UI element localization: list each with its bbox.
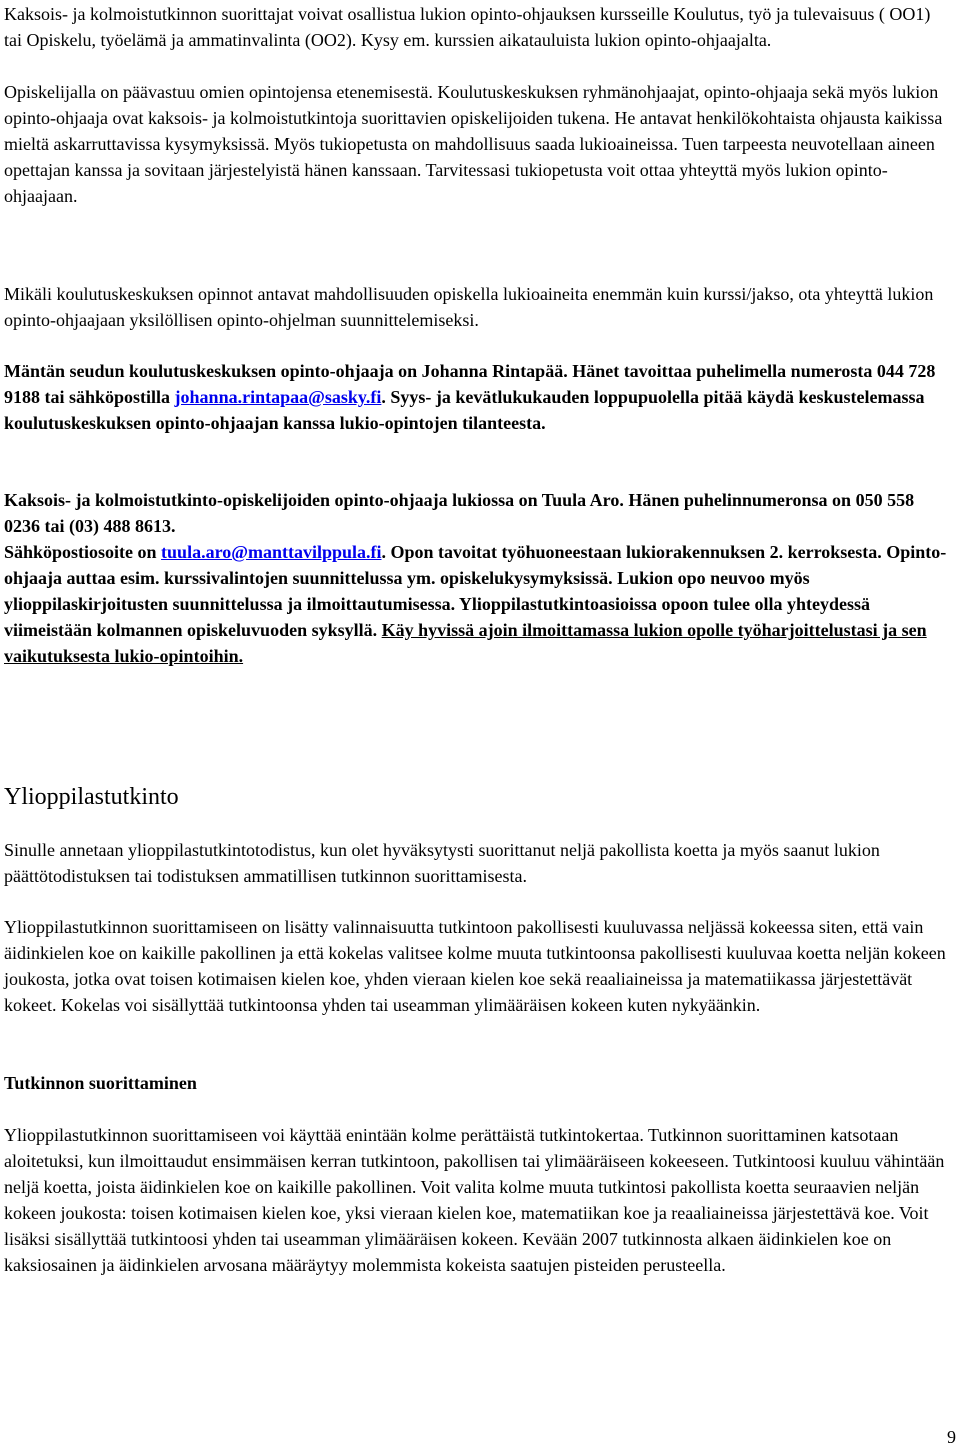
lukio-counsellor-intro: Kaksois- ja kolmoistutkinto-opiskelijoiden opinto-ohjaaja lukiossa on Tuula Aro. Hänen puhelinnumeronsa on 050 558 0236 tai (03) 488 8613.: [4, 490, 915, 536]
paragraph-exam-completion: Ylioppilastutkinnon suorittamiseen voi käyttää enintään kolme perättäistä tutkintokertaa. Tutkinnon suorittaminen katsotaan aloitetuksi, kun ilmoittaudut ensimmäisen kerran tutkintoon, pakollisen tai ylimääräiseen kokeeseen. Tutkintoosi kuuluu vähintään neljä koetta, joista äidinkielen koe on kaikille pakollinen. Voit valita kolme muuta tutkintosi pakollista koetta seuraavien neljän kokeen joukosta: toisen kotimaisen kielen koe, yksi vieraan kielen koe, matematiikan koe ja reaaliaineissa järjestettävä koe. Voit lisäksi sisällyttää tutkintoosi yhden tai useamman ylimääräisen kokeen. Kevään 2007 tutkinnosta alkaen äidinkielen koe on kaksiosainen ja äidinkielen arvosana määräytyy molemmista kokeista saatujen pisteiden perusteella.: [4, 1125, 945, 1275]
centre-counsellor-text-after: . Syys- ja kevätlukukauden loppupuolella pitää käydä keskustelemassa koulutuskeskuksen opinto-ohjaajan kanssa lukio-opintojen tilanteesta.: [4, 387, 925, 433]
internship-notice: Käy hyvissä ajoin ilmoittamassa lukion opolle työharjoittelustasi ja sen vaikutuksesta lukio-opintoihin.: [4, 620, 927, 666]
paragraph-responsibility: Opiskelijalla on päävastuu omien opintojensa etenemisestä. Koulutuskeskuksen ryhmänohjaajat, opinto-ohjaaja sekä myös lukion opinto-ohjaaja ovat kaksois- ja kolmoistutkintoja suorittavien opiskelijoiden tukena. He antavat henkilökohtaista ohjausta kaikissa mieltä askarruttavissa kysymyksissä. Myös tukiopetusta on mahdollisuus saada lukioaineissa. Tuen tarpeesta neuvotellaan aineen opettajan kanssa ja sovitaan järjestelyistä hänen kanssaan. Tarvitessasi tukiopetusta voit ottaa yhteyttä myös lukion opinto-ohjaajaan.: [4, 82, 943, 206]
section-heading-ylioppilastutkinto: Ylioppilastutkinto: [4, 784, 179, 810]
page-number: 9: [947, 1427, 956, 1447]
paragraph-centre-counsellor: [4, 358, 949, 436]
paragraph-courses: Kaksois- ja kolmoistutkinnon suorittajat voivat osallistua lukion opinto-ohjauksen kursseille Koulutus, työ ja tulevaisuus ( OO1) tai Opiskelu, työelämä ja ammatinvalinta (OO2). Kysy em. kurssien aikatauluista lukion opinto-ohjaajalta.: [4, 4, 931, 50]
email-link-tuula[interactable]: tuula.aro@manttavilppula.fi: [161, 542, 382, 562]
email-link-johanna[interactable]: johanna.rintapaa@sasky.fi: [174, 387, 382, 407]
paragraph-lukio-counsellor: [4, 487, 949, 669]
paragraph-exam-choice: Ylioppilastutkinnon suorittamiseen on lisätty valinnaisuutta tutkintoon pakollisesti kuuluvassa neljässä kokeessa siten, että vain äidinkielen koe on kaikille pakollinen ja että kokelas valitsee kolme muuta tutkintoonsa pakollisesti kuuluvaa koetta neljän kokeen joukosta, jotka ovat toisen kotimaisen kielen koe, yhden vieraan kielen koe sekä reaaliaineissa ja matematiikassa järjestettävät kokeet. Kokelas voi sisällyttää tutkintoonsa yhden tai useamman ylimääräisen kokeen kuten nykyäänkin.: [4, 917, 946, 1015]
lukio-counsellor-text: . Opon tavoitat työhuoneestaan lukiorakennuksen 2. kerroksesta. Opinto-ohjaaja auttaa esim. kurssivalintojen suunnittelussa ym. opiskelukysymyksissä. Lukion opo neuvoo myös ylioppilaskirjoitusten suunnittelussa ja ilmoittautumisessa. Ylioppilastutkintoasioissa opoon tulee olla yhteydessä viimeistään kolmannen opiskeluvuoden syksyllä.: [4, 542, 947, 640]
subheading-tutkinnon-suorittaminen: Tutkinnon suorittaminen: [4, 1073, 197, 1093]
paragraph-certificate: Sinulle annetaan ylioppilastutkintotodistus, kun olet hyväksytysti suorittanut neljä pakollista koetta ja myös saanut lukion päättötodistuksen tai todistuksen ammatillisen tutkinnon suorittamisesta.: [4, 840, 880, 886]
paragraph-individual-plan: Mikäli koulutuskeskuksen opinnot antavat mahdollisuuden opiskella lukioaineita enemmän kuin kurssi/jakso, ota yhteyttä lukion opinto-ohjaajaan yksilöllisen opinto-ohjelman suunnittelemiseksi.: [4, 284, 934, 330]
email-prefix: Sähköpostiosoite on: [4, 542, 162, 562]
centre-counsellor-text: Mäntän seudun koulutuskeskuksen opinto-ohjaaja on Johanna Rintapää. Hänet tavoittaa puhelimella numerosta 044 728 9188 tai sähköpostilla: [4, 361, 936, 407]
